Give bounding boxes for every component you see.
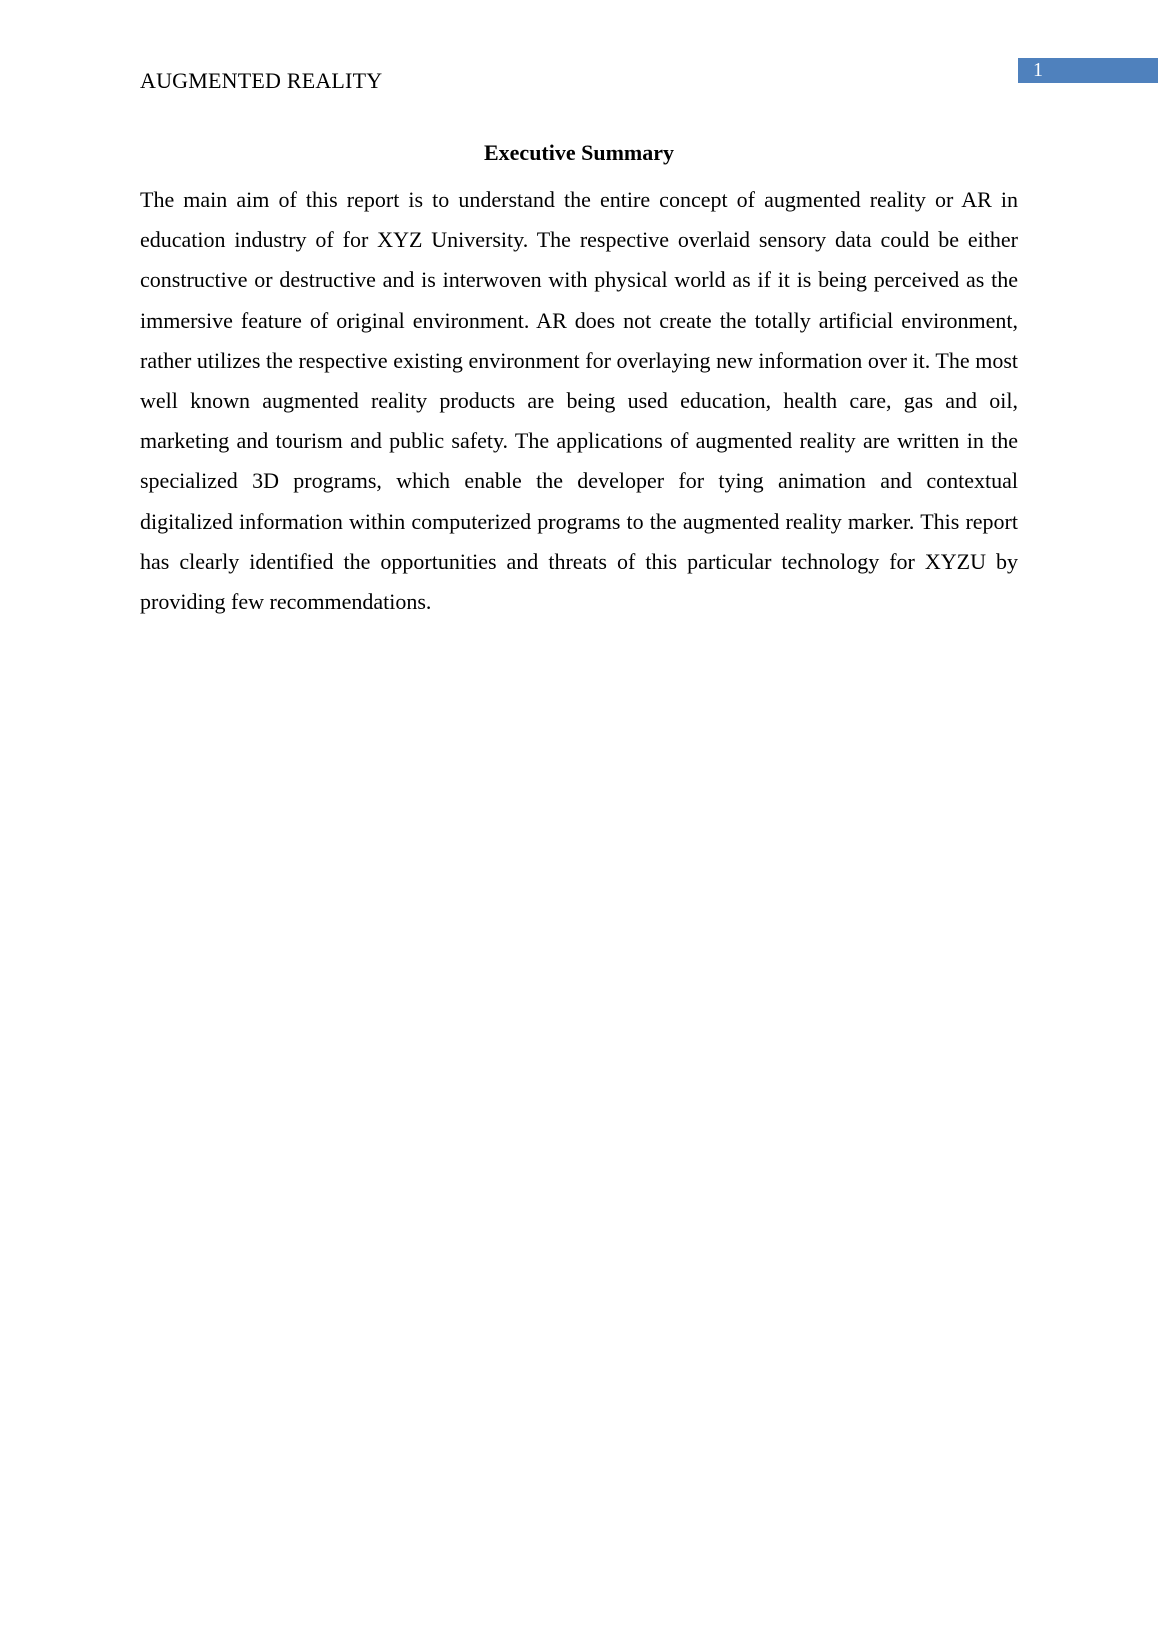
summary-paragraph: The main aim of this report is to understand the entire concept of augmented reality or AR in education industry of for XYZ University. The respective overlaid sensory data could be either constructive or destructive and is interwoven with physical world as if it is being perceived as the immersive feature of original environment. AR does not create the totally artificial environment, rather utilizes the respective existing environment for overlaying new information over it. The most well known augmented reality products are being used education, health care, gas and oil, marketing and tourism and public safety. The applications of augmented reality are written in the specialized 3D programs, which enable the developer for tying animation and contextual digitalized information within computerized programs to the augmented reality marker. This report has clearly identified the opportunities and threats of this particular technology for XYZU by providing few recommendations. [140, 187, 1018, 615]
section-title: Executive Summary [483, 140, 675, 165]
running-head: AUGMENTED REALITY [140, 68, 383, 93]
page-number: 1 [1033, 59, 1043, 81]
page-number-box [1018, 58, 1158, 83]
